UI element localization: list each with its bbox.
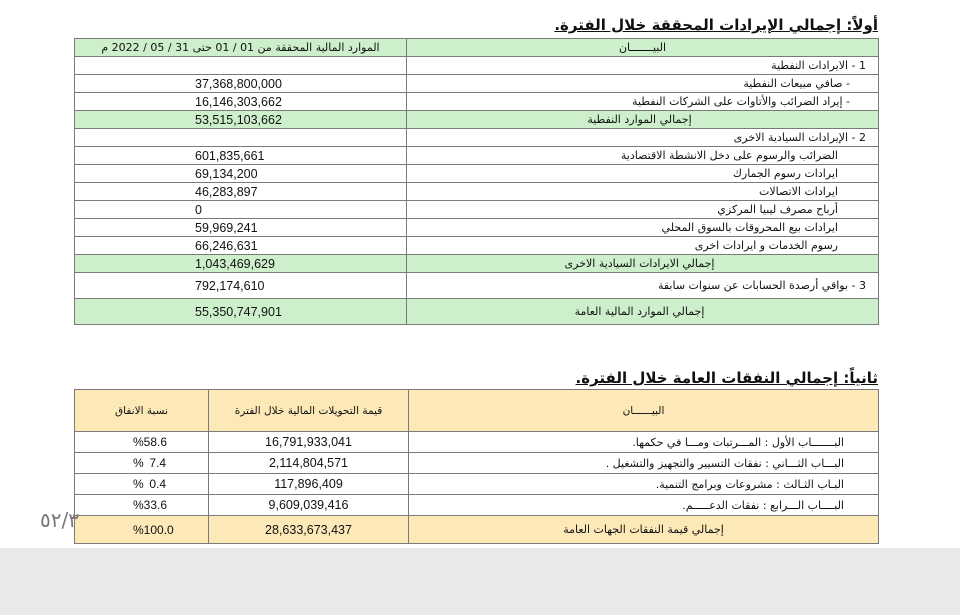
expense-label: البـاب الثـالث : مشروعات وبرامج التنمية. — [409, 474, 879, 495]
revenue-label: رسوم الخدمات و ايرادات اخرى — [407, 237, 879, 255]
percent-sign: % — [133, 435, 144, 449]
revenue-row — [75, 255, 879, 273]
expense-table — [74, 389, 879, 544]
revenue-label: - صافي مبيعات النفطية — [407, 75, 879, 93]
expense-pct — [75, 495, 209, 516]
percent-sign: % — [133, 456, 144, 470]
revenue-label: إجمالي الايرادات السيادية الاخرى — [407, 255, 879, 273]
expense-header-pct: نسبة الانفاق — [75, 390, 209, 432]
revenue-value: 37,368,800,000 — [75, 75, 407, 93]
revenue-label: 1 - الايرادات النفطية — [407, 57, 879, 75]
expense-row — [75, 474, 879, 495]
percent-value: 0.4 — [149, 477, 166, 491]
expense-row — [75, 432, 879, 453]
expense-amount: 2,114,804,571 — [209, 453, 409, 474]
percent-value: 100.0 — [143, 522, 174, 537]
percent-sign: % — [133, 498, 144, 512]
expense-amount: 16,791,933,041 — [209, 432, 409, 453]
revenue-header-row — [75, 39, 879, 57]
revenue-value: 16,146,303,662 — [75, 93, 407, 111]
revenue-label: ايرادات رسوم الجمارك — [407, 165, 879, 183]
revenue-row — [75, 165, 879, 183]
revenue-row — [75, 219, 879, 237]
revenue-heading: أولاً: إجمالي الإيرادات المحققة خلال الفترة. — [554, 16, 878, 34]
revenue-value: 59,969,241 — [75, 219, 407, 237]
revenue-label: ايرادات بيع المحروقات بالسوق المحلي — [407, 219, 879, 237]
revenue-row — [75, 201, 879, 219]
revenue-value: 0 — [75, 201, 407, 219]
revenue-label: 2 - الإيرادات السيادية الاخرى — [407, 129, 879, 147]
revenue-label: الضرائب والرسوم على دخل الانشطة الاقتصادية — [407, 147, 879, 165]
percent-sign: % — [133, 522, 144, 537]
expense-header-item: البيــــــان — [409, 390, 879, 432]
expense-heading: ثانياً: إجمالي النفقات العامة خلال الفترة. — [575, 369, 878, 387]
revenue-table — [74, 38, 879, 325]
expense-row — [75, 453, 879, 474]
percent-value: 33.6 — [143, 498, 168, 512]
revenue-value: 66,246,631 — [75, 237, 407, 255]
expense-row — [75, 495, 879, 516]
expense-pct — [75, 453, 209, 474]
percent-value: 7.4 — [149, 456, 166, 470]
revenue-row — [75, 237, 879, 255]
revenue-row — [75, 299, 879, 325]
revenue-row — [75, 129, 879, 147]
expense-label: البـــاب الثـــاني : نفقات التسيير والتجهيز والتشغيل . — [409, 453, 879, 474]
percent-value: 58.6 — [143, 435, 168, 449]
revenue-value: 46,283,897 — [75, 183, 407, 201]
expense-amount: 28,633,673,437 — [209, 516, 409, 544]
revenue-row — [75, 273, 879, 299]
expense-label: البـــــــاب الأول : المـــرتبات ومـــا في حكمها. — [409, 432, 879, 453]
revenue-row — [75, 93, 879, 111]
revenue-row — [75, 111, 879, 129]
expense-header-row — [75, 390, 879, 432]
handwritten-page-mark: ٥٢/٣ — [40, 508, 79, 532]
revenue-value: 1,043,469,629 — [75, 255, 407, 273]
revenue-label: إجمالي الموارد المالية العامة — [407, 299, 879, 325]
revenue-label: ايرادات الاتصالات — [407, 183, 879, 201]
expense-total-row — [75, 516, 879, 544]
expense-pct — [75, 516, 209, 544]
revenue-label: أرباح مصرف ليبيا المركزي — [407, 201, 879, 219]
expense-pct — [75, 474, 209, 495]
revenue-value — [75, 129, 407, 147]
revenue-label: - إيراد الضرائب والأتاوات على الشركات النفطية — [407, 93, 879, 111]
expense-label: البــــاب الـــرابع : نفقات الدعـــــم. — [409, 495, 879, 516]
revenue-label: 3 - بواقي أرصدة الحسابات عن سنوات سابقة — [407, 273, 879, 299]
percent-sign: % — [133, 477, 144, 491]
revenue-row — [75, 57, 879, 75]
revenue-row — [75, 183, 879, 201]
revenue-header-item: البيـــــــان — [407, 39, 879, 57]
expense-label: إجمالي قيمة النفقات الجهات العامة — [409, 516, 879, 544]
expense-pct — [75, 432, 209, 453]
revenue-value: 53,515,103,662 — [75, 111, 407, 129]
revenue-value — [75, 57, 407, 75]
expense-header-amount: قيمة التحويلات المالية خلال الفترة — [209, 390, 409, 432]
revenue-row — [75, 147, 879, 165]
revenue-label: إجمالي الموارد النفطية — [407, 111, 879, 129]
expense-amount: 9,609,039,416 — [209, 495, 409, 516]
revenue-value: 69,134,200 — [75, 165, 407, 183]
expense-amount: 117,896,409 — [209, 474, 409, 495]
revenue-value: 55,350,747,901 — [75, 299, 407, 325]
revenue-value: 601,835,661 — [75, 147, 407, 165]
revenue-header-amount: الموارد المالية المحققة من 01 / 01 حتى 31 / 05 / 2022 م — [75, 39, 407, 57]
revenue-value: 792,174,610 — [75, 273, 407, 299]
revenue-row — [75, 75, 879, 93]
